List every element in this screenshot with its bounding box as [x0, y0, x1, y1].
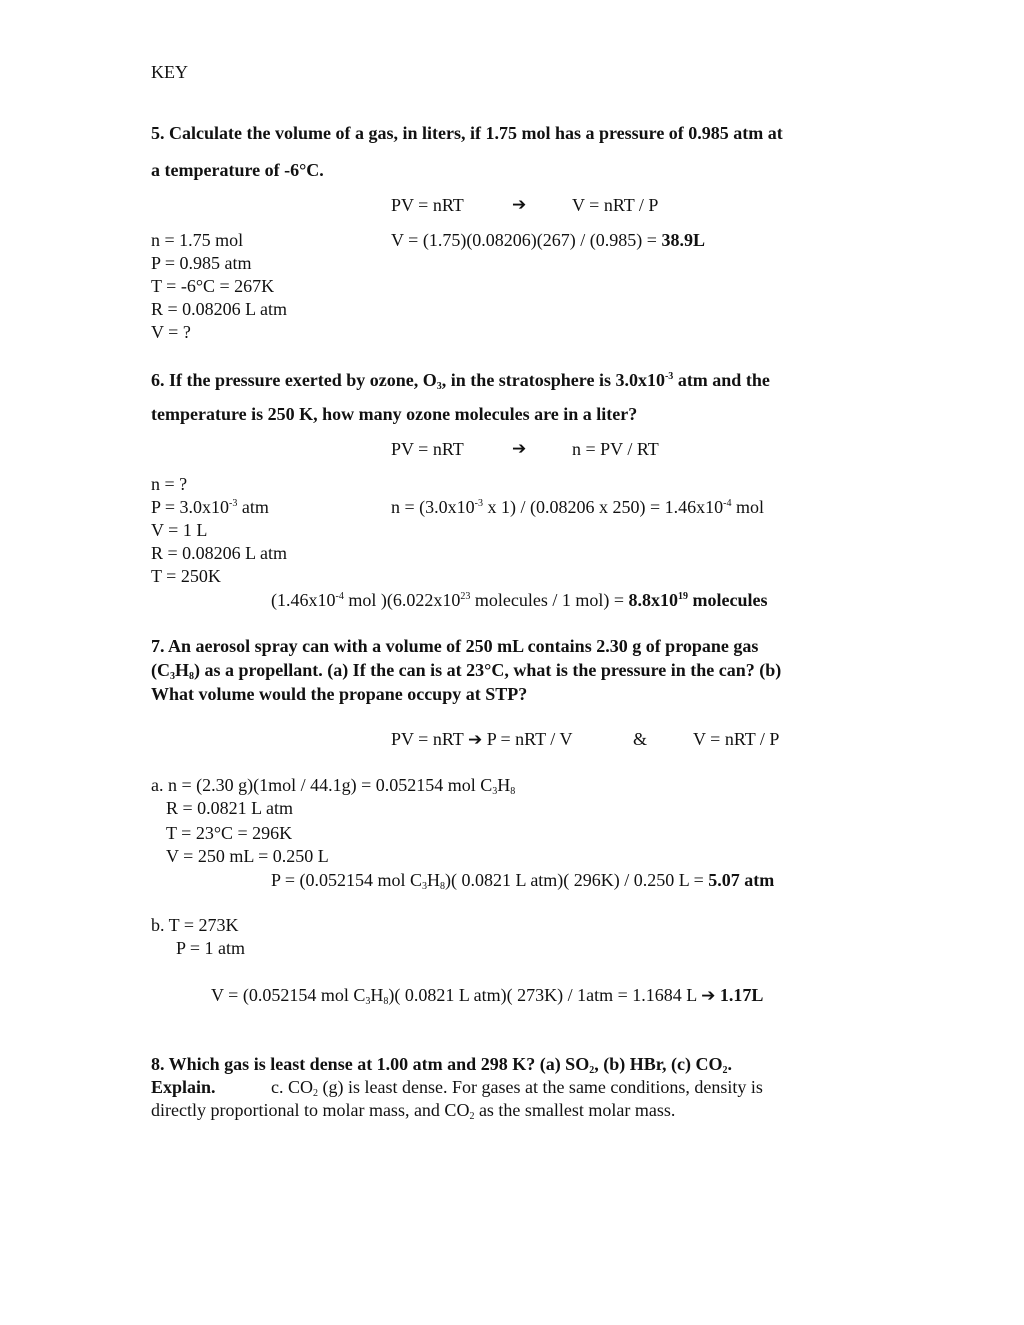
right-arrow-icon: ➔ — [512, 195, 527, 215]
q6-answer: $8.8x10^{19}$ molecules — [628, 590, 768, 610]
q7b-given-p: P = 1 atm — [176, 938, 245, 958]
right-arrow-icon: ➔ — [701, 986, 716, 1006]
q7-question-line3: What volume would the propane occupy at STP? — [151, 684, 528, 704]
q5-answer: 38.9L — [661, 230, 705, 250]
right-arrow-icon: ➔ — [467, 730, 483, 750]
key-label: KEY — [151, 62, 188, 82]
q7-ampersand: & — [633, 729, 648, 749]
q6-question-line1: 6. If the pressure exerted by ozone, $O_3$, in the stratosphere is $3.0x10^{-3}$ atm and the — [151, 370, 770, 392]
q5-given-t: T = -6°C = 267K — [151, 276, 275, 296]
q7b-answer: 1.17L — [715, 985, 764, 1005]
q7-question-line1: 7. An aerosol spray can with a volume of 250 mL contains 2.30 g of propane gas — [151, 636, 759, 656]
q5-given-n: n = 1.75 mol — [151, 230, 244, 250]
q7-equation-pressure: PV = nRT ➔ P = nRT / V — [391, 729, 573, 750]
q8-explain-label: Explain. — [151, 1077, 216, 1097]
q7a-pressure-calculation: P = (0.052154 mol $C_3H_8$)( 0.0821 L atm)( 296K) / 0.250 L = 5.07 atm — [271, 870, 775, 892]
q5-equation-left: PV = nRT — [391, 195, 464, 215]
q5-calculation: V = (1.75)(0.08206)(267) / (0.985) = 38.9L — [391, 230, 705, 250]
q5-question-line2: a temperature of -6°C. — [151, 160, 324, 180]
q7a-moles: a. n = (2.30 g)(1mol / 44.1g) = 0.052154 mol $C_3H_8$ — [151, 775, 516, 797]
q7a-given-t: T = 23°C = 296K — [166, 823, 293, 843]
q8-answer-line1: c. $CO_2$ (g) is least dense. For gases at the same conditions, density is — [271, 1077, 763, 1099]
q7b-volume-calculation: V = (0.052154 mol $C_3H_8$)( 0.0821 L atm)( 273K) / 1atm = 1.1684 L ➔ 1.17L — [211, 985, 764, 1007]
q6-calculation: $n = (3.0x10^{-3}$ x 1) / (0.08206 x $250) = 1.46x10^{-4}$ mol — [391, 497, 764, 517]
q6-given-p: $P = 3.0x10^{-3}$ atm — [151, 497, 269, 517]
q6-given-t: T = 250K — [151, 566, 221, 586]
q6-question-line2: temperature is 250 K, how many ozone molecules are in a liter? — [151, 404, 638, 424]
right-arrow-icon: ➔ — [512, 439, 527, 459]
q7b-given-t: b. T = 273K — [151, 915, 239, 935]
q5-equation-right: V = nRT / P — [572, 195, 659, 215]
q6-given-v: V = 1 L — [151, 520, 208, 540]
q6-conversion: ($1.46x10^{-4}$ mol )($6.022x10^{23}$ molecules / 1 $mol) = 8.8x10^{19}$ molecules — [271, 590, 768, 610]
q6-equation-left: PV = nRT — [391, 439, 464, 459]
q6-given-r: R = 0.08206 L atm — [151, 543, 287, 563]
q7a-answer: 5.07 atm — [708, 870, 775, 890]
q6-given-n: n = ? — [151, 474, 188, 494]
q7-question-line2: $(C_3H_8)$ as a propellant. (a) If the can is at 23°C, what is the pressure in the can? (b) — [151, 660, 782, 682]
q7a-given-r: R = 0.0821 L atm — [166, 798, 293, 818]
q8-question-line1: 8. Which gas is least dense at 1.00 atm and 298 K? (a) $SO_2$, (b) HBr, (c) $CO_2$. — [151, 1054, 733, 1076]
q5-given-v: V = ? — [151, 322, 191, 342]
q6-equation-right: n = PV / RT — [572, 439, 659, 459]
q7a-given-v: V = 250 mL = 0.250 L — [166, 846, 329, 866]
q5-given-r: R = 0.08206 L atm — [151, 299, 287, 319]
q5-question-line1: 5. Calculate the volume of a gas, in liters, if 1.75 mol has a pressure of 0.985 atm at — [151, 123, 783, 143]
q8-answer-line2: directly proportional to molar mass, and $CO_2$ as the smallest molar mass. — [151, 1100, 676, 1122]
q5-given-p: P = 0.985 atm — [151, 253, 252, 273]
q7-equation-volume: V = nRT / P — [693, 729, 780, 749]
